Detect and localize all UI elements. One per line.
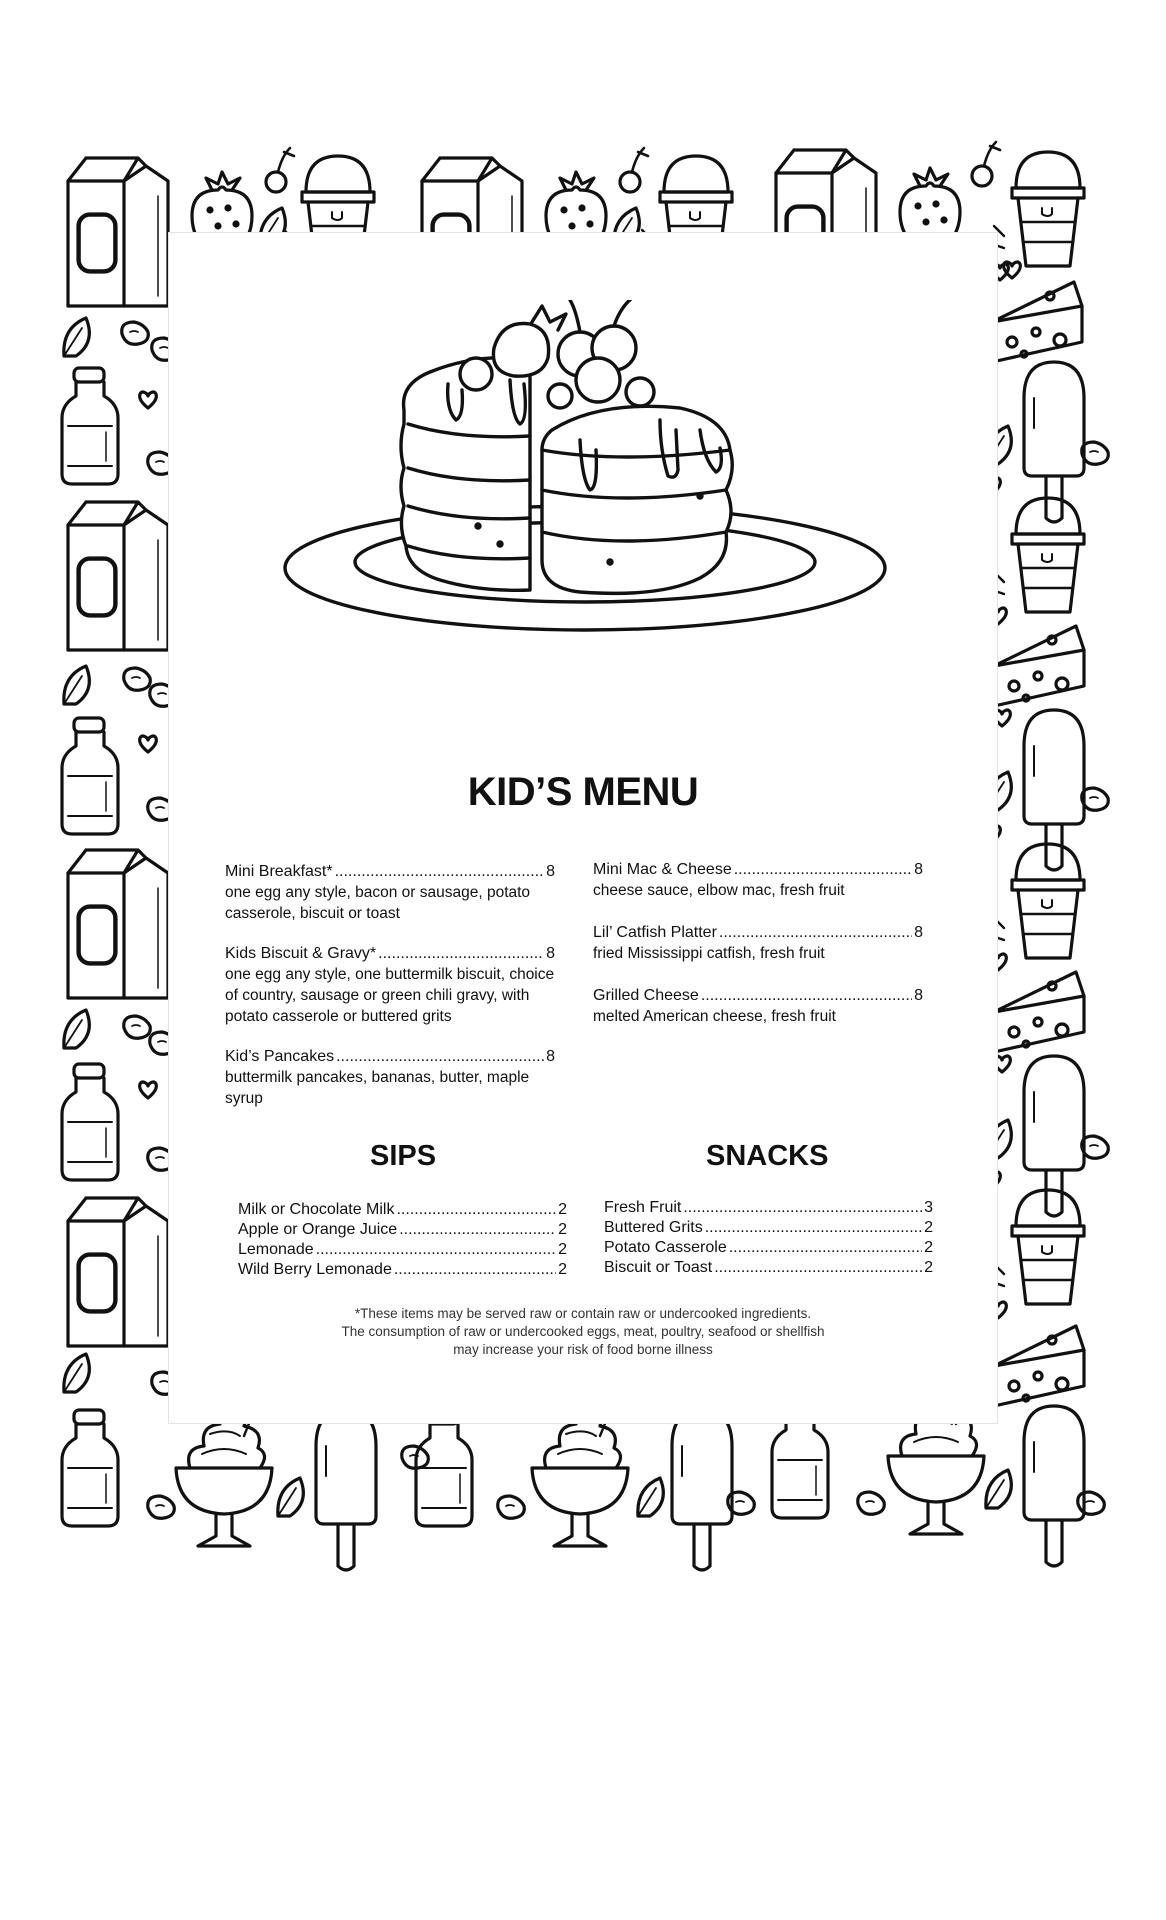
footnote-line: *These items may be served raw or contain raw or undercooked ingredients. [354,1306,812,1321]
menu-column-left [225,862,555,1129]
item-name: Wild Berry Lemonade [238,1261,392,1278]
list-item [604,1218,933,1238]
list-item [604,1198,933,1218]
item-description: buttermilk pancakes, bananas, butter, maple syrup [225,1069,530,1107]
snacks-list [604,1198,933,1278]
list-item [238,1220,567,1240]
item-name: Kids Biscuit & Gravy* [225,945,377,962]
item-name: Milk or Chocolate Milk [238,1201,395,1218]
item-name: Mini Mac & Cheese [593,861,732,878]
footnote-line: The consumption of raw or undercooked eggs, meat, poultry, seafood or shellfish [341,1324,825,1339]
item-price: 8 [546,1048,555,1065]
item-price: 2 [924,1219,933,1236]
item-description: one egg any style, one buttermilk biscuit, choice of country, sausage or green chili gravy, with potato casserole or buttered grits [225,966,555,1025]
item-price: 8 [546,945,555,962]
item-price: 2 [558,1241,567,1258]
item-description: cheese sauce, elbow mac, fresh fruit [593,882,845,899]
item-name: Biscuit or Toast [604,1259,713,1276]
list-item [238,1200,567,1220]
list-item [238,1260,567,1280]
item-price: 2 [558,1221,567,1238]
menu-column-right [593,860,923,1047]
item-price: 8 [914,861,923,878]
list-item [604,1238,933,1258]
pancake-stack-icon [280,300,890,640]
item-price: 2 [924,1239,933,1256]
menu-item [593,923,923,964]
item-name: Apple or Orange Juice [238,1221,398,1238]
item-name: Mini Breakfast* [225,863,333,880]
item-description: melted American cheese, fresh fruit [593,1008,836,1025]
sips-list [238,1200,567,1280]
page-title: KID’S MENU [467,770,699,814]
footnote-line: may increase your risk of food borne illness [453,1342,713,1357]
item-price: 8 [914,924,923,941]
item-price: 8 [546,863,555,880]
menu-item [593,860,923,901]
item-name: Buttered Grits [604,1219,703,1236]
list-item [604,1258,933,1278]
menu-item [593,986,923,1027]
item-name: Fresh Fruit [604,1199,682,1216]
menu-item [225,944,555,1027]
item-price: 2 [558,1261,567,1278]
item-description: one egg any style, bacon or sausage, potato casserole, biscuit or toast [225,884,531,922]
sips-title: SIPS [370,1140,437,1172]
item-name: Lemonade [238,1241,314,1258]
menu-item [225,862,555,924]
item-name: Potato Casserole [604,1239,727,1256]
snacks-title: SNACKS [706,1140,829,1172]
list-item [238,1240,567,1260]
item-name: Lil’ Catfish Platter [593,924,717,941]
item-name: Grilled Cheese [593,987,699,1004]
item-price: 2 [924,1259,933,1276]
item-description: fried Mississippi catfish, fresh fruit [593,945,825,962]
footnote [300,1305,866,1359]
menu-item [225,1047,555,1109]
item-name: Kid’s Pancakes [225,1048,335,1065]
item-price: 3 [924,1199,933,1216]
item-price: 2 [558,1201,567,1218]
item-price: 8 [914,987,923,1004]
